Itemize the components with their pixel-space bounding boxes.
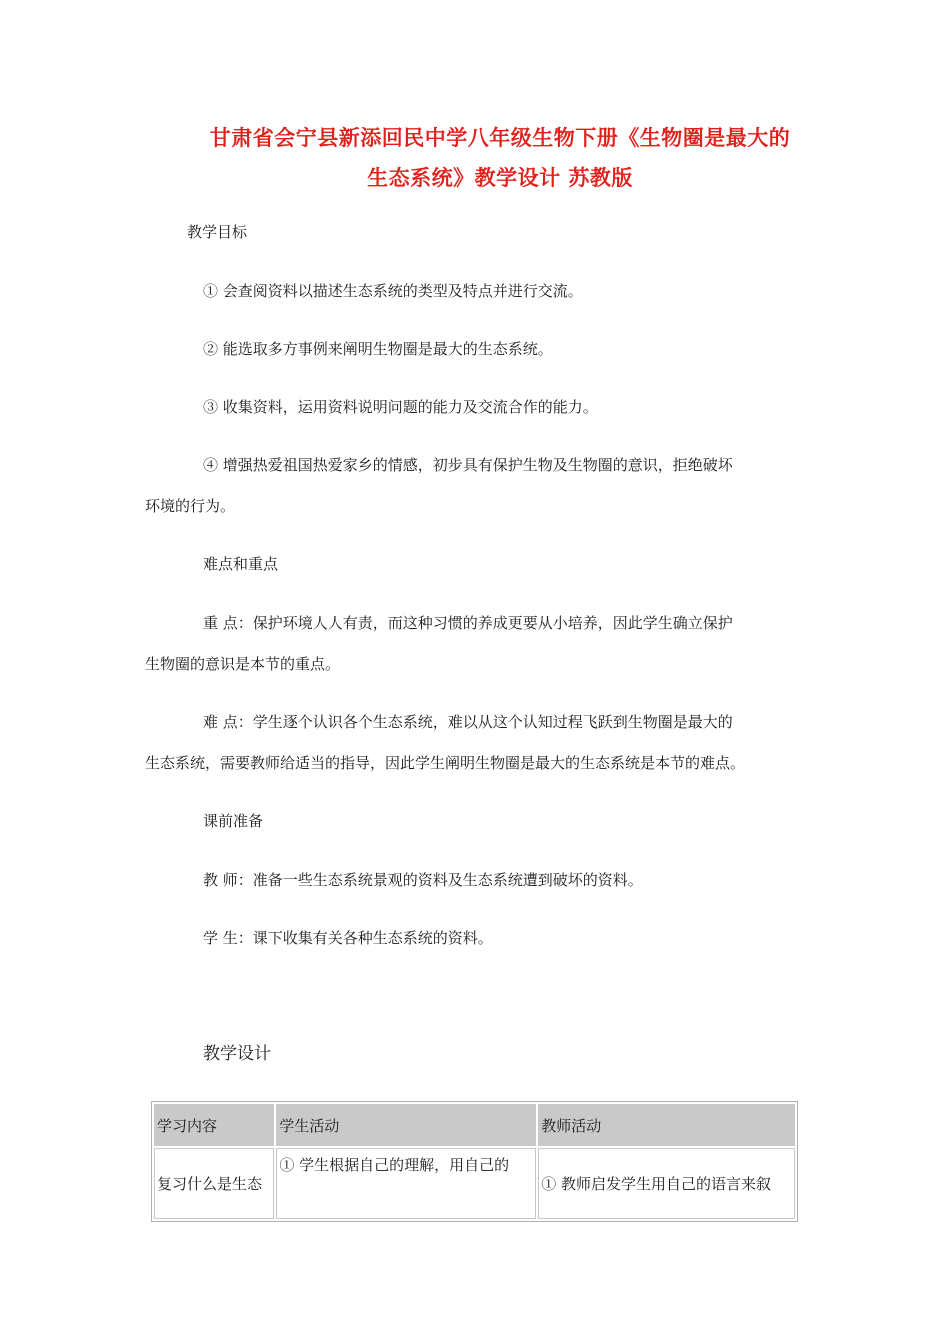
teacher-preparation: 教 师：准备一些生态系统景观的资料及生态系统遭到破坏的资料。 (203, 871, 643, 889)
document-title-line1: 甘肃省会宁县新添回民中学八年级生物下册《生物圈是最大的 (209, 126, 791, 150)
section-heading-key-points: 难点和重点 (203, 555, 279, 573)
goal-item-3: ③ 收集资料，运用资料说明问题的能力及交流合作的能力。 (203, 398, 598, 416)
table-cell: ① 学生根据自己的理解，用自己的 (276, 1148, 536, 1219)
student-preparation: 学 生：课下收集有关各种生态系统的资料。 (203, 929, 493, 947)
teaching-design-table (151, 1101, 798, 1222)
document-title-line2: 生态系统》教学设计 苏教版 (367, 166, 633, 190)
goal-item-2: ② 能选取多方事例来阐明生物圈是最大的生态系统。 (203, 340, 553, 358)
table-header-cell: 学生活动 (276, 1104, 536, 1146)
table-header-cell: 学习内容 (154, 1104, 274, 1146)
table-header-cell: 教师活动 (538, 1104, 795, 1146)
difficulty-paragraph: 难 点：学生逐个认识各个生态系统，难以从这个认知过程飞跃到生物圈是最大的 (203, 713, 733, 731)
goal-item-1: ① 会查阅资料以描述生态系统的类型及特点并进行交流。 (203, 282, 583, 300)
goal-item-4: ④ 增强热爱祖国热爱家乡的情感，初步具有保护生物及生物圈的意识，拒绝破坏 (203, 456, 733, 474)
table-cell: 复习什么是生态 (154, 1148, 274, 1219)
key-point-paragraph: 重 点：保护环境人人有责，而这种习惯的养成更要从小培养，因此学生确立保护 (203, 614, 733, 632)
section-heading-teaching-design: 教学设计 (203, 1044, 271, 1064)
goal-item-4-continued: 环境的行为。 (145, 497, 236, 515)
difficulty-paragraph-continued: 生态系统，需要教师给适当的指导，因此学生阐明生物圈是最大的生态系统是本节的难点。 (145, 754, 746, 772)
section-heading-preparation: 课前准备 (203, 812, 264, 830)
table-header-row (154, 1104, 795, 1146)
section-heading-teaching-goals: 教学目标 (187, 223, 248, 241)
key-point-paragraph-continued: 生物圈的意识是本节的重点。 (145, 655, 341, 673)
table-cell: ① 教师启发学生用自己的语言来叙 (538, 1148, 795, 1219)
table-row (154, 1148, 795, 1219)
